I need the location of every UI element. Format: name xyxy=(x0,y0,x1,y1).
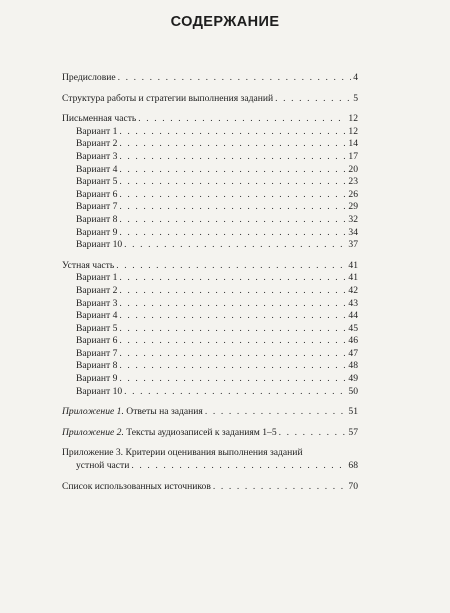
toc-entry-page: 41 xyxy=(348,272,358,284)
toc-entry-label: Вариант 8 xyxy=(76,360,118,372)
toc-entry-page: 47 xyxy=(348,347,358,359)
toc-entry-written-variant[interactable] xyxy=(62,239,358,252)
toc-entry-page: 44 xyxy=(348,310,358,322)
appendix-prefix: Приложение 1. xyxy=(62,406,124,418)
toc-entry-page: 49 xyxy=(348,373,358,385)
toc-entry-label: Вариант 1 xyxy=(76,272,118,284)
dot-leader xyxy=(205,406,347,419)
toc-entry-label: Вариант 9 xyxy=(76,226,118,238)
dot-leader xyxy=(119,176,346,189)
toc-entry-label: Вариант 5 xyxy=(76,322,118,334)
toc-entry-oral-variant[interactable] xyxy=(62,335,358,348)
dot-leader xyxy=(275,93,351,106)
toc-entry-page: 50 xyxy=(348,385,358,397)
toc-entry-page: 37 xyxy=(348,239,358,251)
toc-entry-oral-variant[interactable] xyxy=(62,360,358,373)
dot-leader xyxy=(119,227,346,240)
dot-leader xyxy=(119,298,346,311)
toc-entry-written-variant[interactable] xyxy=(62,138,358,151)
toc-entry-page: 45 xyxy=(348,322,358,334)
toc-entry-page: 41 xyxy=(348,259,358,271)
toc-entry-oral-variant[interactable] xyxy=(62,323,358,336)
toc-entry-oral-variant[interactable] xyxy=(62,348,358,361)
page-title: СОДЕРЖАНИЕ xyxy=(170,14,280,30)
dot-leader xyxy=(119,360,346,373)
appendix-title: Критерии оценивания выполнения заданий xyxy=(125,447,303,459)
toc-entry-written-variant[interactable] xyxy=(62,189,358,202)
dot-leader xyxy=(119,373,346,386)
toc-entry-appendix-2[interactable] xyxy=(62,427,358,440)
toc-entry-oral-variant[interactable] xyxy=(62,285,358,298)
toc-entry-page: 70 xyxy=(348,480,358,492)
dot-leader xyxy=(119,214,346,227)
toc-entry-oral-variant[interactable] xyxy=(62,373,358,386)
toc-entry-page: 5 xyxy=(353,92,358,104)
dot-leader xyxy=(213,481,347,494)
appendix-prefix: Приложение 3. xyxy=(62,447,124,459)
toc-entry-oral-part[interactable] xyxy=(62,260,358,273)
toc-entry-page: 4 xyxy=(353,72,358,83)
toc-entry-written-variant[interactable] xyxy=(62,151,358,164)
appendix-title: Ответы на задания xyxy=(126,406,203,418)
toc-entry-page: 12 xyxy=(348,113,358,125)
dot-leader xyxy=(119,126,346,139)
table-of-contents xyxy=(62,72,358,493)
toc-entry-preface[interactable] xyxy=(62,72,358,85)
toc-entry-label: Вариант 3 xyxy=(76,297,118,309)
dot-leader xyxy=(119,323,346,336)
toc-entry-written-variant[interactable] xyxy=(62,227,358,240)
toc-entry-label: Вариант 2 xyxy=(76,284,118,296)
toc-entry-page: 48 xyxy=(348,360,358,372)
dot-leader xyxy=(118,72,352,85)
toc-entry-label: Вариант 6 xyxy=(76,188,118,200)
toc-entry-label xyxy=(62,447,358,460)
toc-entry-label: Вариант 9 xyxy=(76,373,118,385)
toc-entry-page: 34 xyxy=(348,226,358,238)
toc-entry-label: Вариант 4 xyxy=(76,163,118,175)
toc-entry-page: 17 xyxy=(348,150,358,162)
toc-entry-sources[interactable] xyxy=(62,481,358,494)
toc-entry-oral-variant[interactable] xyxy=(62,310,358,323)
dot-leader xyxy=(131,460,346,473)
toc-entry-label: Вариант 10 xyxy=(76,239,123,251)
toc-entry-label: Предисловие xyxy=(62,72,116,83)
dot-leader xyxy=(119,272,346,285)
toc-entry-written-variant[interactable] xyxy=(62,201,358,214)
dot-leader xyxy=(119,348,346,361)
toc-entry-appendix-3[interactable] xyxy=(62,447,358,472)
dot-leader xyxy=(119,151,346,164)
toc-entry-label: Устная часть xyxy=(62,259,115,271)
toc-entry-written-variant[interactable] xyxy=(62,164,358,177)
toc-entry-page: 29 xyxy=(348,201,358,213)
toc-entry-written-variant[interactable] xyxy=(62,126,358,139)
dot-leader xyxy=(119,138,346,151)
dot-leader xyxy=(119,285,346,298)
toc-entry-page: 57 xyxy=(348,426,358,438)
toc-entry-label: Вариант 4 xyxy=(76,310,118,322)
toc-entry-label: Вариант 7 xyxy=(76,347,118,359)
toc-entry-page: 32 xyxy=(348,213,358,225)
dot-leader xyxy=(119,189,346,202)
dot-leader xyxy=(138,113,346,126)
toc-entry-label xyxy=(62,406,203,419)
toc-entry-label: Вариант 1 xyxy=(76,125,118,137)
dot-leader xyxy=(279,427,347,440)
toc-entry-page: 20 xyxy=(348,163,358,175)
toc-entry-label: Вариант 2 xyxy=(76,138,118,150)
toc-entry-page: 51 xyxy=(348,406,358,418)
dot-leader xyxy=(116,260,346,273)
dot-leader xyxy=(124,239,346,252)
toc-entry-label xyxy=(62,427,277,440)
dot-leader xyxy=(119,201,346,214)
toc-entry-page: 12 xyxy=(348,125,358,137)
dot-leader xyxy=(124,386,346,399)
toc-entry-page: 14 xyxy=(348,138,358,150)
toc-entry-oral-variant[interactable] xyxy=(62,386,358,399)
toc-entry-label: Вариант 7 xyxy=(76,201,118,213)
toc-entry-label: Вариант 3 xyxy=(76,150,118,162)
toc-entry-page: 46 xyxy=(348,335,358,347)
toc-entry-page: 68 xyxy=(348,460,358,472)
appendix-title-continued: устной части xyxy=(76,460,130,472)
dot-leader xyxy=(119,310,346,323)
toc-entry-page: 23 xyxy=(348,176,358,188)
toc-entry-label: Список использованных источников xyxy=(62,480,211,492)
toc-entry-structure[interactable] xyxy=(62,93,358,106)
toc-entry-label: Письменная часть xyxy=(62,113,137,125)
toc-entry-page: 42 xyxy=(348,284,358,296)
toc-entry-appendix-1[interactable] xyxy=(62,406,358,419)
toc-entry-label: Вариант 5 xyxy=(76,176,118,188)
toc-entry-page: 43 xyxy=(348,297,358,309)
dot-leader xyxy=(119,335,346,348)
toc-entry-page: 26 xyxy=(348,188,358,200)
toc-entry-label: Вариант 8 xyxy=(76,213,118,225)
appendix-prefix: Приложение 2. xyxy=(62,426,124,438)
appendix-title: Тексты аудиозаписей к заданиям 1–5 xyxy=(126,426,277,438)
toc-entry-label: Вариант 6 xyxy=(76,335,118,347)
toc-entry-label: Структура работы и стратегии выполнения заданий xyxy=(62,92,274,104)
toc-entry-written-part[interactable] xyxy=(62,113,358,126)
toc-entry-written-variant[interactable] xyxy=(62,176,358,189)
dot-leader xyxy=(119,164,346,177)
toc-entry-oral-variant[interactable] xyxy=(62,298,358,311)
toc-entry-continuation xyxy=(62,460,358,473)
toc-entry-oral-variant[interactable] xyxy=(62,272,358,285)
toc-entry-written-variant[interactable] xyxy=(62,214,358,227)
toc-entry-label: Вариант 10 xyxy=(76,385,123,397)
